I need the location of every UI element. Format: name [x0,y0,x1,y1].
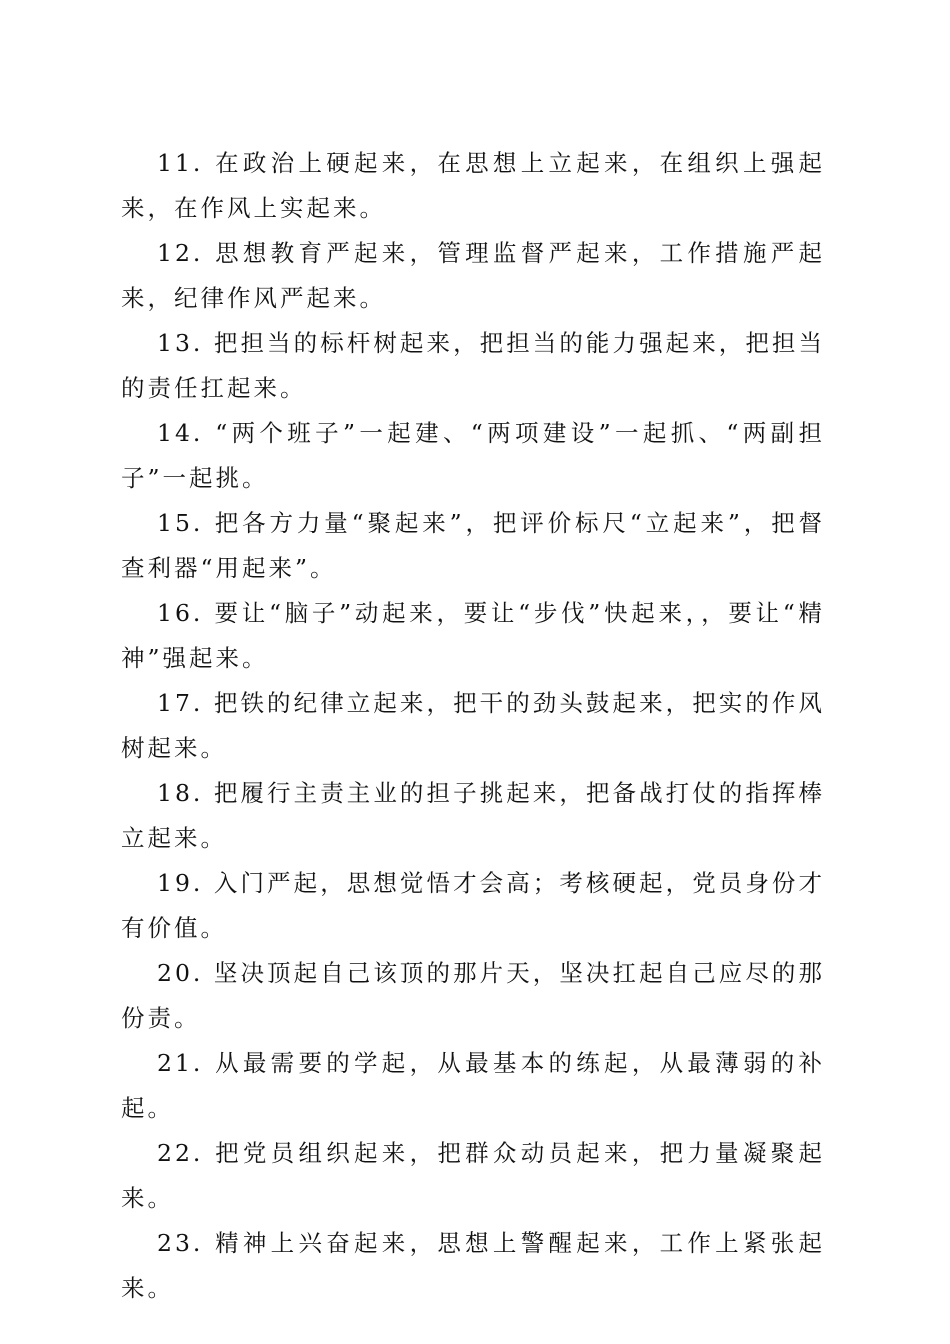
list-item: 23. 精神上兴奋起来，思想上警醒起来，工作上紧张起来。 [121,1229,825,1302]
list-item: 14. “两个班子”一起建、“两项建设”一起抓、“两副担子”一起挑。 [121,419,825,492]
list-item: 12. 思想教育严起来，管理监督严起来，工作措施严起来，纪律作风严起来。 [121,239,825,312]
list-item: 20. 坚决顶起自己该顶的那片天，坚决扛起自己应尽的那份责。 [121,959,825,1032]
list-item: 21. 从最需要的学起，从最基本的练起，从最薄弱的补起。 [121,1049,825,1122]
list-item: 18. 把履行主责主业的担子挑起来，把备战打仗的指挥棒立起来。 [121,779,825,852]
list-item: 13. 把担当的标杆树起来，把担当的能力强起来，把担当的责任扛起来。 [121,329,825,402]
list-item: 16. 要让“脑子”动起来，要让“步伐”快起来，，要让“精神”强起来。 [121,599,825,672]
list-item: 17. 把铁的纪律立起来，把干的劲头鼓起来，把实的作风树起来。 [121,689,825,762]
list-item: 15. 把各方力量“聚起来”，把评价标尺“立起来”，把督查利器“用起来”。 [121,509,825,582]
document-body [121,141,825,1311]
list-item: 11. 在政治上硬起来，在思想上立起来，在组织上强起来，在作风上实起来。 [121,149,825,222]
list-item: 22. 把党员组织起来，把群众动员起来，把力量凝聚起来。 [121,1139,825,1212]
list-item: 19. 入门严起，思想觉悟才会高；考核硬起，党员身份才有价值。 [121,869,825,942]
